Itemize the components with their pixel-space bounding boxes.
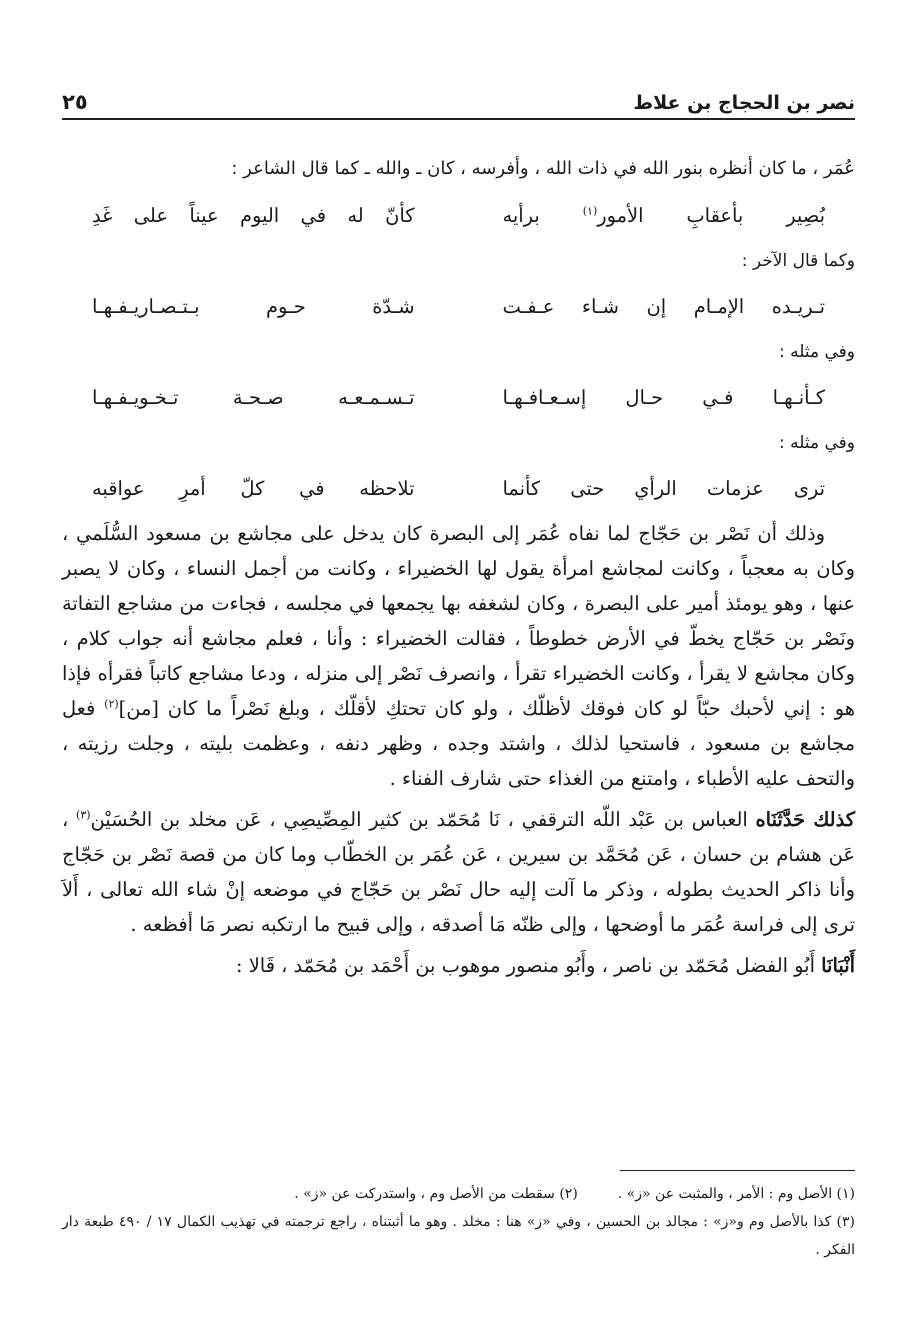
verse-3-first-hemistich: كـأنـهـا فـي حـال إسـعـافـهـا [502,386,825,409]
paragraph-1-text-a: وذلك أن نَصْر بن حَجّاج لما نفاه عُمَر إلى البصرة كان يدخل على مجاشع بن مسعود السُّلَمي ، وكان به معجباً ، وكانت لمجاشع امرأة يقول لها الخضيراء ، وكانت من أجمل النساء ، وكان لا يصبر عنها ، وهو يومئذ أمير على البصرة ، وكان لشغفه بها يجمعها في مجلسه ، فجاءت من مشاجع التفاتة ونَصْر بن حَجّاج يخطّ في الأرض خطوطاً ، فقالت الخضيراء : وأنا ، فعلم مجاشع أنه جواب كلام ، وكان مجاشع لا يقرأ ، وكانت الخضيراء تقرأ ، وانصرف نَصْر إلى منزله ، ودعا مشاجع كاتباً فقرأه فإذا هو : إني لأحبك حبّاً لو كان فوقك لأظلّك ، ولو كان تحتكِ لأقلّك ، وبلغ نَصْراً ما كان [من] [62,522,855,720]
paragraph-2-lead: كذلك حَدَّثَنَاه [755,808,856,831]
footnote-2 [294,1180,578,1208]
footnote-row-1 [62,1180,855,1208]
verse-2-intro: وكما قال الآخر : [741,251,855,271]
opening-line: عُمَر ، ما كان أنظره بنور الله في ذات الله ، وأفرسه ، كان ـ والله ـ كما قال الشاعر : [231,158,855,179]
running-title: نصر بن الحجاج بن علاط [633,92,855,114]
verse-3-second-hemistich: تـسـمـعـه صـحـة تـخـويـفـهـا [92,386,415,409]
verse-4-intro: وفي مثله : [778,433,855,453]
footnote-rule [620,1170,855,1171]
verse-2-first-hemistich: تـريـده الإمـام إن شـاء عـفـت [502,295,825,318]
verse-4-first-hemistich: ترى عزمات الرأي حتى كأنما [502,477,825,500]
verse-1-a-text: بُصِير بأعقابِ الأمور [597,204,825,227]
verse-1-second-hemistich: كأنّ له في اليوم عيناً على غَدِ [92,204,415,227]
footnote-3-text: (٣) كذا بالأصل وم و«ز» : مجالد بن الحسين ، وفي «ز» هنا : مخلد . وهو ما أثبتناه ، راجع ترجمته في تهذيب الكمال ١٧ / ٤٩٠ طبعة دار الفكر . [62,1214,855,1258]
footnote-ref-2: (٢) [104,697,119,711]
header-rule [62,118,855,120]
verse-3-intro: وفي مثله : [778,342,855,362]
footnote-2-text: (٢) سقطت من الأصل وم ، واستدركت عن «ز» . [294,1186,578,1202]
paragraph-3 [62,948,855,983]
paragraph-3-text: أَبُو الفضل مُحَمّد بن ناصر ، وأَبُو منصور موهوب بن أَحْمَد بن مُحَمّد ، قَالا : [236,954,822,977]
paragraph-3-lead: أَنْبَانَا [821,954,855,977]
main-text [62,150,855,983]
verse-1 [62,188,855,243]
paragraph-1-text-b: فعل مجاشع بن مسعود ، فاستحيا لذلك ، واشتد وجده ، وظهر دنفه ، وعظمت بليته ، وجلت رزيته ، والتحف عليه الأطباء ، وامتنع من الغذاء حتى شارف الفناء . [62,697,855,790]
page-number: ٢٥ [62,90,88,114]
footnote-1-text: (١) الأصل وم : الأمر ، والمثبت عن «ز» . [617,1186,855,1202]
verse-2 [62,279,855,334]
footnote-ref-3: (٣) [76,808,91,822]
footnote-1 [618,1180,855,1208]
paragraph-2-text-a: العباس بن عَبْد اللّه الترقفي ، نَا مُحَمّد بن كثير المِصِّيصِي ، عَن مخلد بن الحُسَيْن [90,808,756,831]
paragraph-2 [62,802,855,942]
verse-2-second-hemistich: شـدّة حـوم بـتـصـاريـفـهـا [92,295,415,318]
verse-1-a-end: برأيه [502,204,583,227]
footnote-3 [62,1208,855,1264]
footnotes [62,1180,855,1264]
paragraph-2-text-b: ، عَن هشام بن حسان ، عَن مُحَمَّد بن سيرين ، عَن عُمَر بن الخطّاب وما كان من قصة نَصْر بن حَجّاج وأنا ذاكر الحديث بطوله ، وذكر ما آلت إليه حال نَصْر بن حَجّاج في موضعه إنْ شاء الله تعالى ، أَلاَ ترى إلى فراسة عُمَر ما أوضحها ، وإلى ظنّه مَا أصدقه ، وإلى قبيح ما ارتكبه نصر مَا أفظعه . [62,808,855,936]
verse-1-first-hemistich [502,188,825,243]
verse-4 [62,461,855,516]
page-header [62,80,855,114]
verse-3 [62,370,855,425]
verse-4-second-hemistich: تلاحظه في كلّ أمرِ عواقبه [92,477,415,500]
paragraph-1 [62,516,855,796]
footnote-ref-1: (١) [582,204,598,218]
